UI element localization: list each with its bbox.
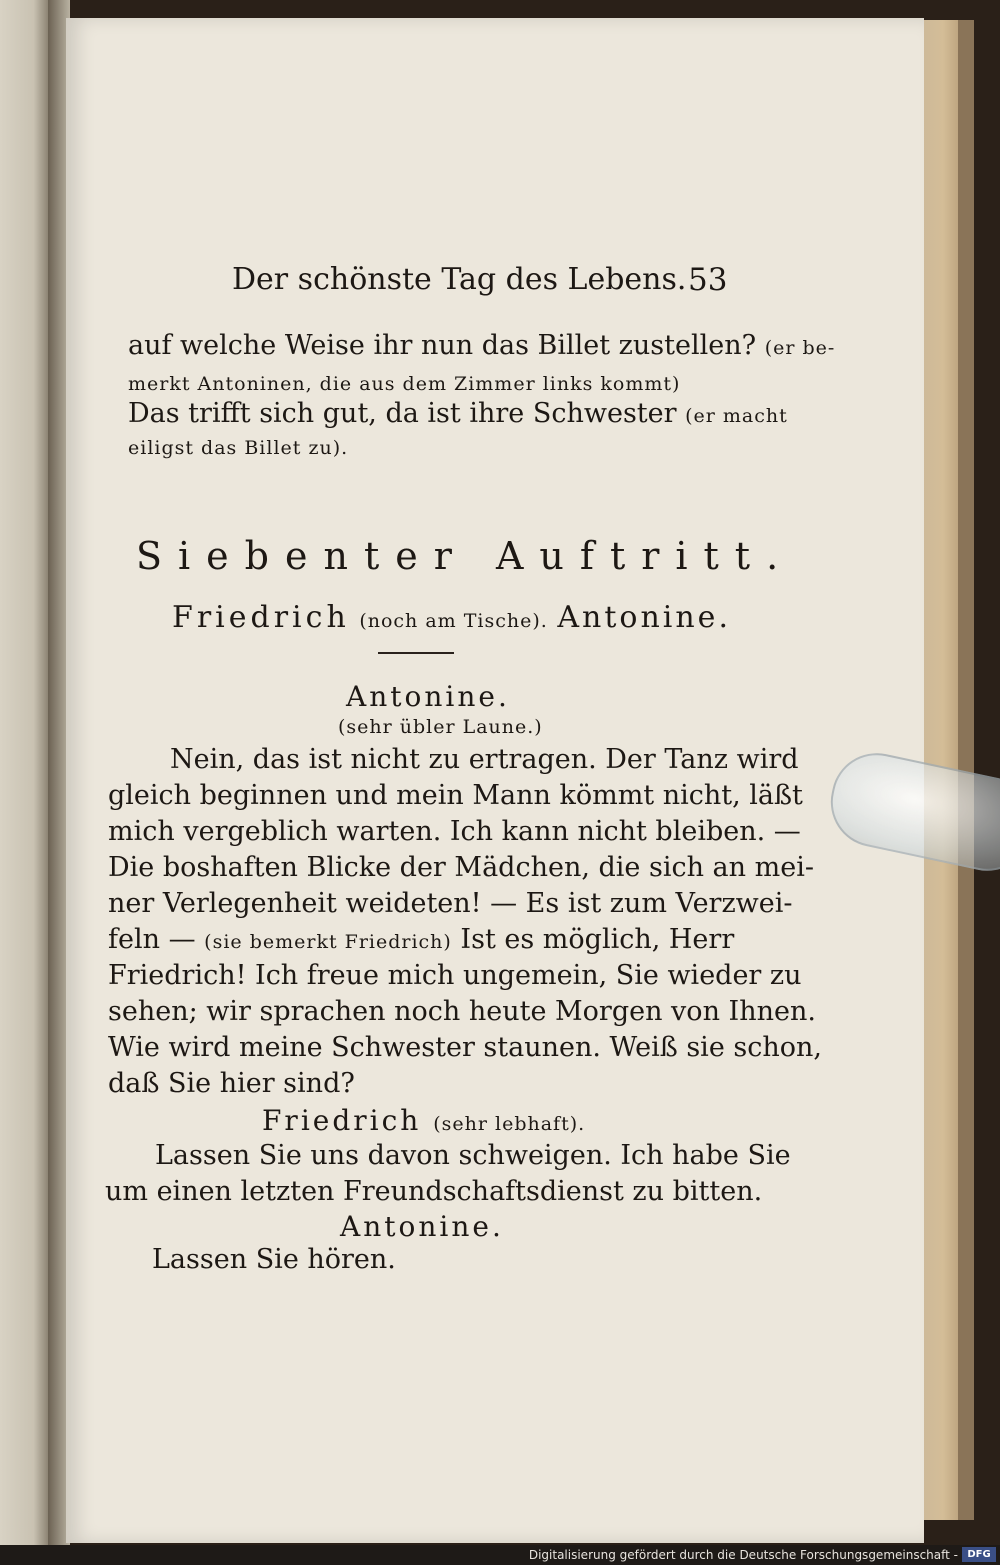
text-line: mich vergeblich warten. Ich kann nicht bleiben. — (108, 816, 801, 847)
text-line: gleich beginnen und mein Mann kömmt nicht, läßt (108, 780, 803, 811)
text-line: Wie wird meine Schwester staunen. Weiß sie schon, (108, 1032, 822, 1063)
text-line: Friedrich! Ich freue mich ungemein, Sie wieder zu (108, 960, 802, 991)
text-line: sehen; wir sprachen noch heute Morgen von Ihnen. (108, 996, 816, 1027)
text-line: Nein, das ist nicht zu ertragen. Der Tanz wird (170, 744, 799, 775)
speaker-name: Antonine. (346, 680, 510, 713)
text-line: eiligst das Billet zu). (128, 437, 349, 459)
text-line: Lassen Sie hören. (152, 1244, 396, 1275)
page-number: 53 (688, 262, 728, 298)
text-line: Lassen Sie uns davon schweigen. Ich habe Sie (155, 1140, 791, 1171)
speaker-name: Friedrich (262, 1104, 422, 1137)
text-line: daß Sie hier sind? (108, 1068, 355, 1099)
divider-rule (378, 652, 454, 654)
text-line: merkt Antoninen, die aus dem Zimmer links kommt) (128, 373, 681, 395)
funding-notice: Digitalisierung gefördert durch die Deutsche Forschungsgemeinschaft - (528, 1548, 958, 1562)
stage-direction: (sehr lebhaft). (433, 1113, 586, 1135)
text-line: um einen letzten Freundschaftsdienst zu bitten. (105, 1176, 763, 1207)
text-line: Die boshaften Blicke der Mädchen, die sich an mei- (108, 852, 814, 883)
scene-heading: Siebenter Auftritt. (136, 534, 795, 578)
text-line: auf welche Weise ihr nun das Billet zustellen? (er be- (128, 330, 836, 361)
character-list: Friedrich (noch am Tische). Antonine. (172, 600, 731, 635)
text-line: Das trifft sich gut, da ist ihre Schwester (er macht (128, 398, 788, 429)
stage-direction: (sehr übler Laune.) (338, 716, 543, 738)
dfg-logo: DFG (962, 1547, 996, 1562)
text-line: ner Verlegenheit weideten! — Es ist zum Verzwei- (108, 888, 793, 919)
left-page-edge (0, 0, 48, 1545)
running-header: Der schönste Tag des Lebens. (232, 262, 687, 297)
speaker-name: Antonine. (340, 1210, 504, 1243)
text-line: feln — (sie bemerkt Friedrich) Ist es möglich, Herr (108, 924, 735, 955)
speaker-line (262, 1104, 585, 1137)
